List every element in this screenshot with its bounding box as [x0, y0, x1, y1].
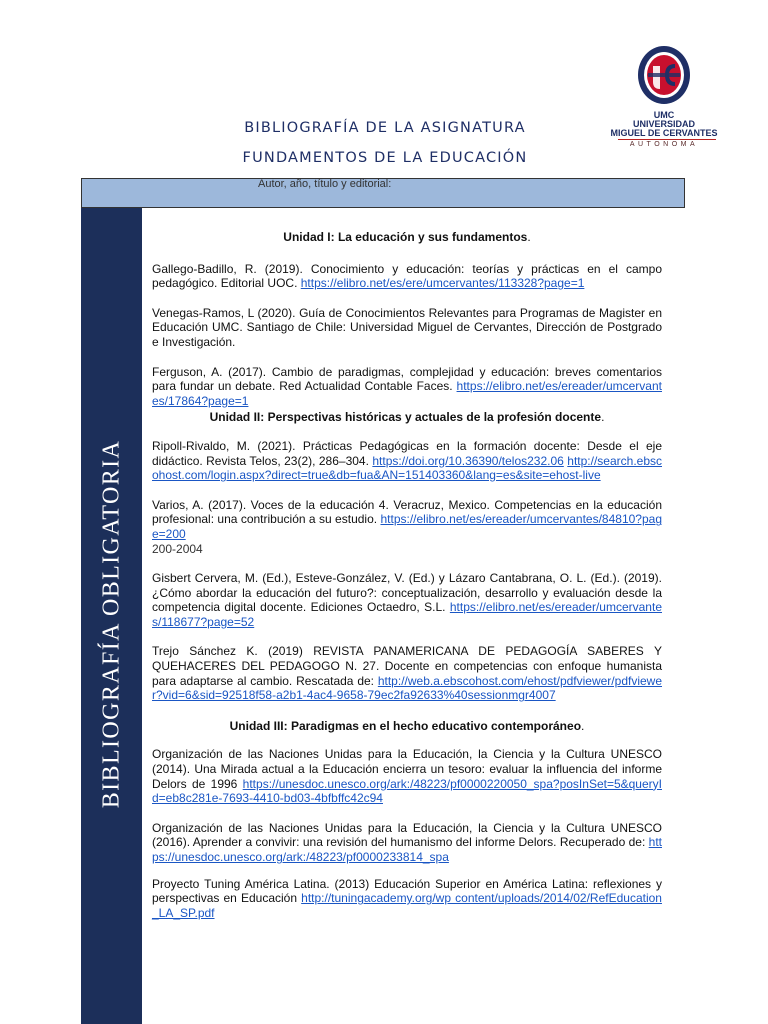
reference-link[interactable]: https://unesdoc.unesco.org/ark:/48223/pf0000233814_spa [152, 835, 662, 864]
logo-line-name: MIGUEL DE CERVANTES [610, 128, 718, 138]
doc-title: BIBLIOGRAFÍA DE LA ASIGNATURA [244, 120, 526, 136]
unit-heading: Unidad III: Paradigmas en el hecho educativo contemporáneo. [229, 718, 585, 733]
reference-item: Ferguson, A. (2017). Cambio de paradigmas, complejidad y educación: breves comentarios para fundar un debate. Red Actualidad Contable Faces. https://elibro.net/es/ereader/umcervantes/17864?page=1 [152, 364, 662, 408]
reference-link[interactable]: https://unesdoc.unesco.org/ark:/48223/pf0000220050_spa?posInSet=5&queryId=eb8c281e-7693-4410-bd03-4bfbffc42c94 [152, 776, 662, 806]
reference-link[interactable]: https://elibro.net/es/ereader/umcervantes/17864?page=1 [152, 379, 662, 408]
reference-item: Ripoll-Rivaldo, M. (2021). Prácticas Pedagógicas en la formación docente: Desde el eje didáctico. Revista Telos, 23(2), 286–304. https://doi.org/10.36390/telos232.06 http://search.ebscohost.com/login.aspx?direct=true&db=fua&AN=151403360&lang=es&site=ehost-live [152, 438, 662, 483]
reference-link[interactable]: http://tuningacademy.org/wp content/uploads/2014/02/RefEducation_LA_SP.pdf [152, 891, 662, 920]
reference-item: Trejo Sánchez K. (2019) REVISTA PANAMERICANA DE PEDAGOGÍA SABERES Y QUEHACERES DEL PEDAGOGO N. 27. Docente en competencias con enfoque humanista para adaptarse al cambio. Rescatada de: http://web.a.ebscohost.com/ehost/pdfviewer/pdfviewer?vid=6&sid=92518f58-a2b1-4ac4-9658-79ec2fa92633%40sessionmgr4007 [152, 644, 662, 703]
reference-link[interactable]: http://search.ebscohost.com/login.aspx?direct=true&db=fua&AN=151403360&lang=es&site=ehost-live [152, 453, 662, 483]
logo-line-universidad: UNIVERSIDAD [632, 119, 695, 129]
unit-heading: Unidad I: La educación y sus fundamentos. [283, 230, 531, 244]
column-header-label: Autor, año, título y editorial: [258, 178, 392, 190]
reference-item: Organización de las Naciones Unidas para la Educación, la Ciencia y la Cultura UNESCO (2016). Aprender a convivir: una revisión del humanismo del informe Delors. Recuperado de: https://unesdoc.unesco.org/ark:/48223/pf0000233814_spa [152, 820, 662, 864]
reference-link[interactable]: https://elibro.net/es/ereader/umcervantes/84810?page=200 [152, 512, 662, 541]
logo-line-autonoma: AUTONOMA [629, 141, 699, 148]
column-header-box [81, 178, 685, 208]
reference-item: Varios, A. (2017). Voces de la educación 4. Veracruz, Mexico. Competencias en la educación profesional: una contribución a su estudio. https://elibro.net/es/ereader/umcervantes/84810?page=200 200-2004 [152, 497, 662, 556]
reference-link[interactable]: https://elibro.net/es/ere/umcervantes/113328?page=1 [300, 276, 585, 291]
logo-acronym: UMC [653, 110, 675, 120]
bibliography-content [152, 226, 662, 920]
course-title: FUNDAMENTOS DE LA EDUCACIÓN [242, 150, 528, 166]
reference-item: Organización de las Naciones Unidas para la Educación, la Ciencia y la Cultura UNESCO (2014). Una Mirada actual a la Educación encierra un tesoro: evaluar la influencia del informe Delors de 1996 https://unesdoc.unesco.org/ark:/48223/pf0000220050_spa?posInSet=5&queryId=eb8c281e-7693-4410-bd03-4bfbffc42c94 [152, 747, 662, 806]
reference-item: Gisbert Cervera, M. (Ed.), Esteve-González, V. (Ed.) y Lázaro Cantabrana, O. L. (Ed.). (2019). ¿Cómo abordar la educación del futuro?: conceptualización, desarrollo y evaluación desde la competencia digital docente. Ediciones Octaedro, S.L. https://elibro.net/es/ereader/umcervantes/118677?page=52 [152, 571, 662, 629]
university-logo [608, 44, 720, 164]
reference-item: Gallego-Badillo, R. (2019). Conocimiento y educación: teorías y prácticas en el campo pedagógico. Editorial UOC. https://elibro.net/es/ere/umcervantes/113328?page=1 [152, 261, 662, 291]
reference-extra: 200-2004 [152, 541, 203, 556]
reference-item: Proyecto Tuning América Latina. (2013) Educación Superior en América Latina: reflexiones y perspectivas en Educación http://tuningacademy.org/wp content/uploads/2014/02/RefEducation_LA_SP.pdf [152, 876, 662, 920]
unit-heading: Unidad II: Perspectivas históricas y actuales de la profesión docente. [209, 410, 605, 425]
reference-item: Venegas-Ramos, L (2020). Guía de Conocimientos Relevantes para Programas de Magister en Educación UMC. Santiago de Chile: Universidad Miguel de Cervantes, Dirección de Postgrado e Investigación. [152, 305, 662, 349]
reference-link[interactable]: http://web.a.ebscohost.com/ehost/pdfviewer/pdfviewer?vid=6&sid=92518f58-a2b1-4ac4-9658-79ec2fa92633%40sessionmgr4007 [152, 673, 662, 703]
sidebar-label: BIBLIOGRAFÍA OBLIGATORIA [98, 439, 125, 809]
reference-link[interactable]: https://elibro.net/es/ereader/umcervantes/118677?page=52 [152, 600, 662, 629]
umc-crest-icon [636, 44, 692, 106]
reference-link[interactable]: https://doi.org/10.36390/telos232.06 [372, 453, 564, 468]
